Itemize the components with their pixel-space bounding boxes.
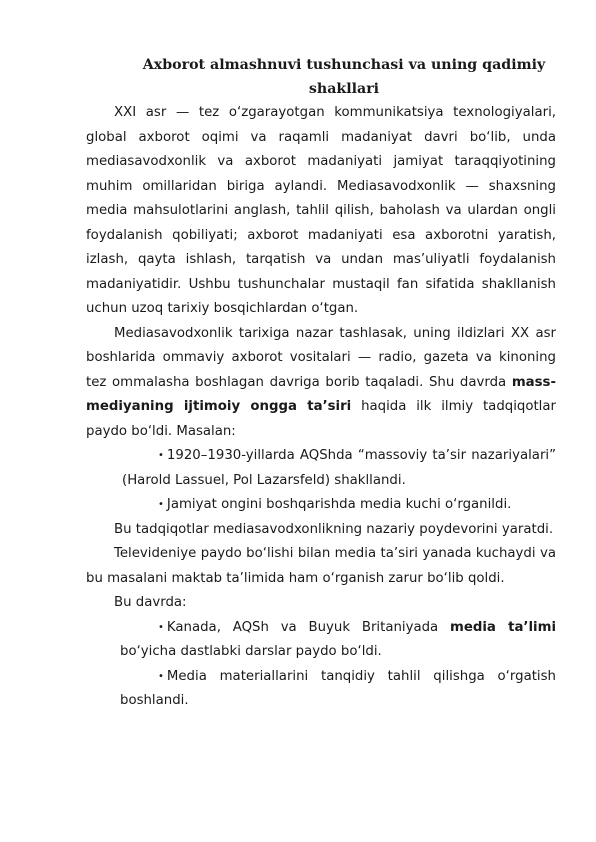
bullet-icon: • bbox=[158, 621, 164, 633]
bullet-icon: • bbox=[158, 670, 164, 682]
list-item bbox=[122, 493, 556, 518]
paragraph-foundation: Bu tadqiqotlar mediasavodxonlikning nazariy poydevorini yaratdi. bbox=[114, 521, 554, 537]
title-line-2: shakllari bbox=[308, 81, 380, 97]
document-page bbox=[86, 53, 556, 714]
paragraph-history-bold: mass-mediyaning ijtimoiy ongga ta’siri bbox=[86, 374, 556, 414]
list-item-text-2: bo‘yicha dastlabki darslar paydo bo‘ldi. bbox=[120, 644, 382, 659]
paragraph-period: Bu davrda: bbox=[114, 595, 187, 610]
paragraph-history-text-1: Mediasavodxonlik tarixiga nazar tashlasak, uning ildizlari XX asr boshlarida ommaviy axborot vositalari — radio, gazeta va kinoning tez ommalasha boshlagan davriga borib taqaladi. Shu davrda bbox=[86, 325, 556, 390]
paragraph-intro: XXI asr — tez o‘zgarayotgan kommunikatsiya texnologiyalari, global axborot oqimi va raqamli madaniyat davri bo‘lib, unda mediasavodxonlik va axborot madaniyati jamiyat taraqqiyotining muhim omillaridan biriga aylandi. Mediasavodxonlik — shaxsning media mahsulotlarini anglash, tahlil qilish, baholash va ulardan ongli foydalanish qobiliyati; axborot madaniyati esa axborotni yaratish, izlash, qayta ishlash, tarqatish va undan mas’uliyatli foydalanish madaniyatidir. Ushbu tushunchalar mustaqil fan sifatida shakllanish uchun uzoq tarixiy bosqichlardan o‘tgan. bbox=[86, 105, 556, 316]
list-item bbox=[120, 665, 556, 714]
document-title bbox=[132, 53, 556, 101]
title-line-1: Axborot almashnuvi tushunchasi va uning qadimiy bbox=[142, 57, 546, 73]
bullet-icon: • bbox=[158, 499, 164, 510]
paragraph-history-text-2: haqida ilk ilmiy tadqiqotlar paydo bo‘ldi. Masalan: bbox=[86, 399, 556, 439]
list-item-text: Jamiyat ongini boshqarishda media kuchi o‘rganildi. bbox=[166, 497, 512, 512]
paragraph-history bbox=[86, 322, 556, 445]
list-item-text-1: Kanada, AQSh va Buyuk Britaniyada bbox=[166, 619, 450, 635]
list-item-text: Media materiallarini tanqidiy tahlil qilishga o‘rgatish boshlandi. bbox=[120, 668, 556, 708]
bullet-icon: • bbox=[158, 450, 164, 461]
list-item bbox=[122, 444, 556, 493]
list-item-text: 1920–1930-yillarda AQShda “massoviy ta’sir nazariyalari” (Harold Lassuel, Pol Lazarsfeld) shakllandi. bbox=[122, 448, 556, 488]
paragraph-television: Televideniye paydo bo‘lishi bilan media ta’siri yanada kuchaydi va bu masalani maktab ta’limida ham o‘rganish zarur bo‘lib qoldi. bbox=[86, 546, 556, 586]
list-item bbox=[120, 616, 556, 665]
list-item-bold: media ta’limi bbox=[449, 619, 556, 635]
